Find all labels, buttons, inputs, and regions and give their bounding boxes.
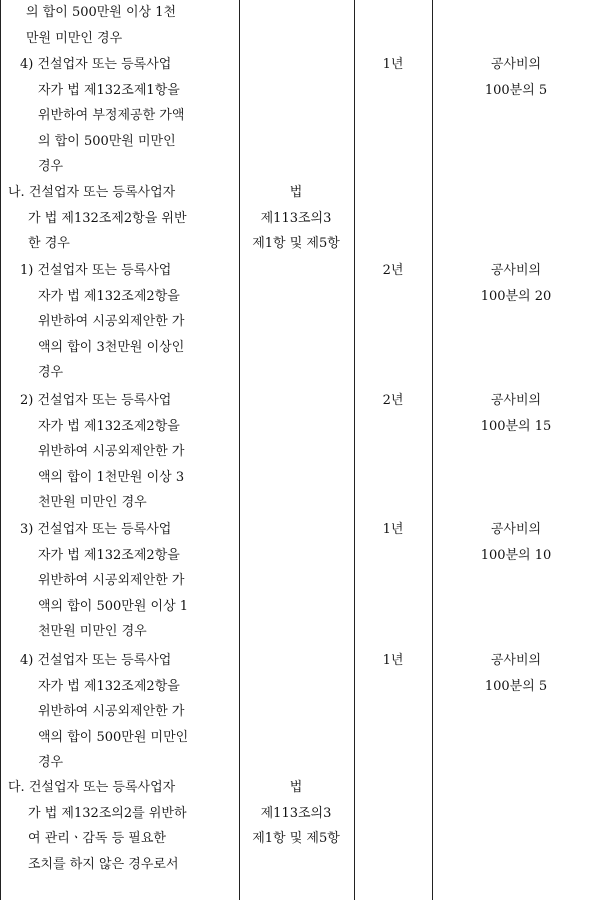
law-line: 법	[289, 780, 303, 795]
description-line: 만원 미만인 경우	[26, 30, 123, 46]
description-line: 자가 법 제132조제1항을	[38, 82, 180, 98]
table-row-description	[4, 648, 238, 776]
description-line: 자가 법 제132조제2항을	[38, 547, 180, 563]
description-line: 다. 건설업자 또는 등록사업자	[8, 780, 176, 795]
period-cell: 1년	[382, 57, 404, 72]
column-divider-2	[354, 0, 355, 900]
description-line: 3) 건설업자 또는 등록사업	[20, 522, 172, 537]
description-line: 경우	[38, 755, 64, 771]
description-line: 위반하여 시공외제안한 가	[38, 704, 185, 720]
penalty-cell	[433, 648, 599, 699]
description-line: 의 합이 500만원 미만인	[38, 133, 176, 149]
description-line: 가 법 제132조의2를 위반하	[28, 805, 187, 821]
penalty-line: 공사비의	[490, 57, 542, 72]
penalty-cell	[433, 388, 599, 439]
table-row-description	[4, 775, 238, 877]
column-divider-3	[432, 0, 433, 900]
penalty-cell	[433, 517, 599, 568]
description-line: 액의 합이 500만원 이상 1	[38, 598, 189, 614]
description-line: 위반하여 시공외제안한 가	[38, 444, 185, 460]
law-reference-cell	[240, 180, 352, 257]
description-line: 2) 건설업자 또는 등록사업	[20, 393, 172, 408]
period-cell: 1년	[382, 522, 404, 537]
table-row-description	[4, 258, 238, 386]
table-row-description	[4, 52, 238, 180]
penalty-line: 공사비의	[490, 393, 542, 408]
description-line: 위반하여 시공외제안한 가	[38, 573, 185, 589]
law-line: 제1항 및 제5항	[252, 236, 340, 252]
table-left-border	[0, 0, 1, 900]
table-row-description	[4, 180, 238, 257]
description-line: 자가 법 제132조제2항을	[38, 288, 180, 304]
description-line: 1) 건설업자 또는 등록사업	[20, 263, 172, 278]
description-line: 천만원 미만인 경우	[38, 624, 147, 640]
description-line: 경우	[38, 159, 64, 175]
law-line: 제113조의3	[260, 805, 332, 821]
description-line: 4) 건설업자 또는 등록사업	[20, 57, 172, 72]
description-line: 나. 건설업자 또는 등록사업자	[8, 185, 176, 200]
description-line: 한 경우	[28, 236, 70, 252]
law-reference-cell	[240, 775, 352, 852]
penalty-line: 100분의 15	[480, 418, 552, 434]
period-cell: 1년	[382, 653, 404, 668]
description-line: 자가 법 제132조제2항을	[38, 678, 180, 694]
penalty-line: 100분의 10	[480, 547, 552, 563]
description-line: 4) 건설업자 또는 등록사업	[20, 653, 172, 668]
table-row-description	[4, 388, 238, 516]
penalty-line: 100분의 20	[480, 288, 552, 304]
penalty-cell	[433, 258, 599, 309]
description-line: 액의 합이 1천만원 이상 3	[38, 469, 185, 485]
column-divider-1	[239, 0, 240, 900]
table-row-description	[4, 0, 260, 51]
description-line: 경우	[38, 365, 64, 381]
description-line: 액의 합이 3천만원 이상인	[38, 339, 185, 355]
penalty-cell	[433, 52, 599, 103]
description-line: 가 법 제132조제2항을 위반	[28, 210, 187, 226]
description-line: 위반하여 시공외제안한 가	[38, 314, 185, 330]
law-line: 제113조의3	[260, 210, 332, 226]
description-line: 액의 합이 500만원 미만인	[38, 729, 189, 745]
penalty-line: 공사비의	[490, 263, 542, 278]
period-cell: 2년	[382, 263, 404, 278]
description-line: 천만원 미만인 경우	[38, 495, 147, 511]
penalty-line: 100분의 5	[484, 82, 548, 98]
description-line: 여 관리ㆍ감독 등 필요한	[28, 831, 166, 847]
description-line: 조치를 하지 않은 경우로서	[28, 856, 179, 872]
law-line: 법	[289, 185, 303, 200]
period-cell: 2년	[382, 393, 404, 408]
law-line: 제1항 및 제5항	[252, 831, 340, 847]
penalty-line: 공사비의	[490, 653, 542, 668]
penalty-line: 공사비의	[490, 522, 542, 537]
description-line: 위반하여 부정제공한 가액	[38, 108, 185, 124]
penalty-line: 100분의 5	[484, 678, 548, 694]
table-row-description	[4, 517, 238, 645]
description-line: 자가 법 제132조제2항을	[38, 418, 180, 434]
description-line: 의 합이 500만원 이상 1천	[26, 5, 177, 20]
